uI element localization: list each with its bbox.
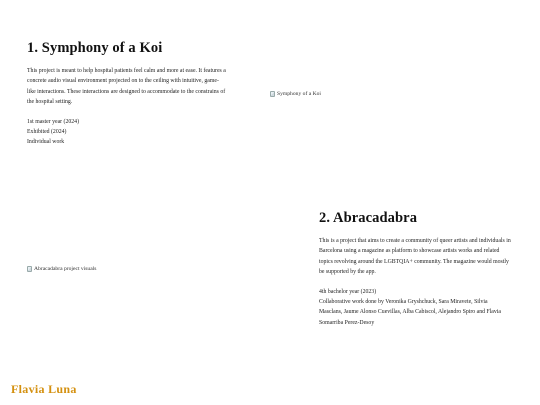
project-work-type: Individual work: [27, 139, 65, 146]
project-year: 4th bachelor year (2023): [319, 288, 377, 295]
project-collaborators: Collaborative work done by Veronika Gryshchuck, Sara Miravete, Silvia Masclans, Jaume Alonso Cuevillas, Alba Cabiscol, Alejandro Spiro and Flavia Somarriba Perez-Desoy: [319, 299, 501, 326]
project-image-abracadabra: [27, 266, 96, 272]
project-description: This is a project that aims to create a community of queer artists and individuals in Barcelona using a magazine as platform to showcase artists works and related topics revolving around the LGBTQIA+ community. The magazine would mostly be supported by the app.: [319, 238, 511, 276]
broken-image-icon: [270, 91, 275, 97]
image-alt-text: Abracadabra project visuals: [34, 266, 97, 272]
project-year: 1st master year (2024): [27, 118, 79, 125]
project-meta: [27, 117, 227, 148]
image-alt-text: Symphony of a Koi: [277, 91, 321, 97]
project-image-symphony-of-a-koi: [270, 91, 321, 97]
project-title: 1. Symphony of a Koi: [27, 40, 163, 56]
project-title: 2. Abracadabra: [319, 210, 418, 226]
broken-image-icon: [27, 266, 32, 272]
project-abracadabra: [319, 210, 511, 328]
project-description: This project is meant to help hospital patients feel calm and more at ease. It features a concrete audio visual environment projected on to the ceiling with intuitive, game-like interactions. These interactions are designed to accommodate to the constrains of the hospital setting.: [27, 68, 226, 106]
project-symphony-of-a-koi: [27, 40, 227, 148]
brand-name-link[interactable]: Flavia Luna: [11, 382, 77, 396]
project-meta: [319, 287, 511, 329]
project-exhibited: Exhibited (2024): [27, 129, 67, 136]
